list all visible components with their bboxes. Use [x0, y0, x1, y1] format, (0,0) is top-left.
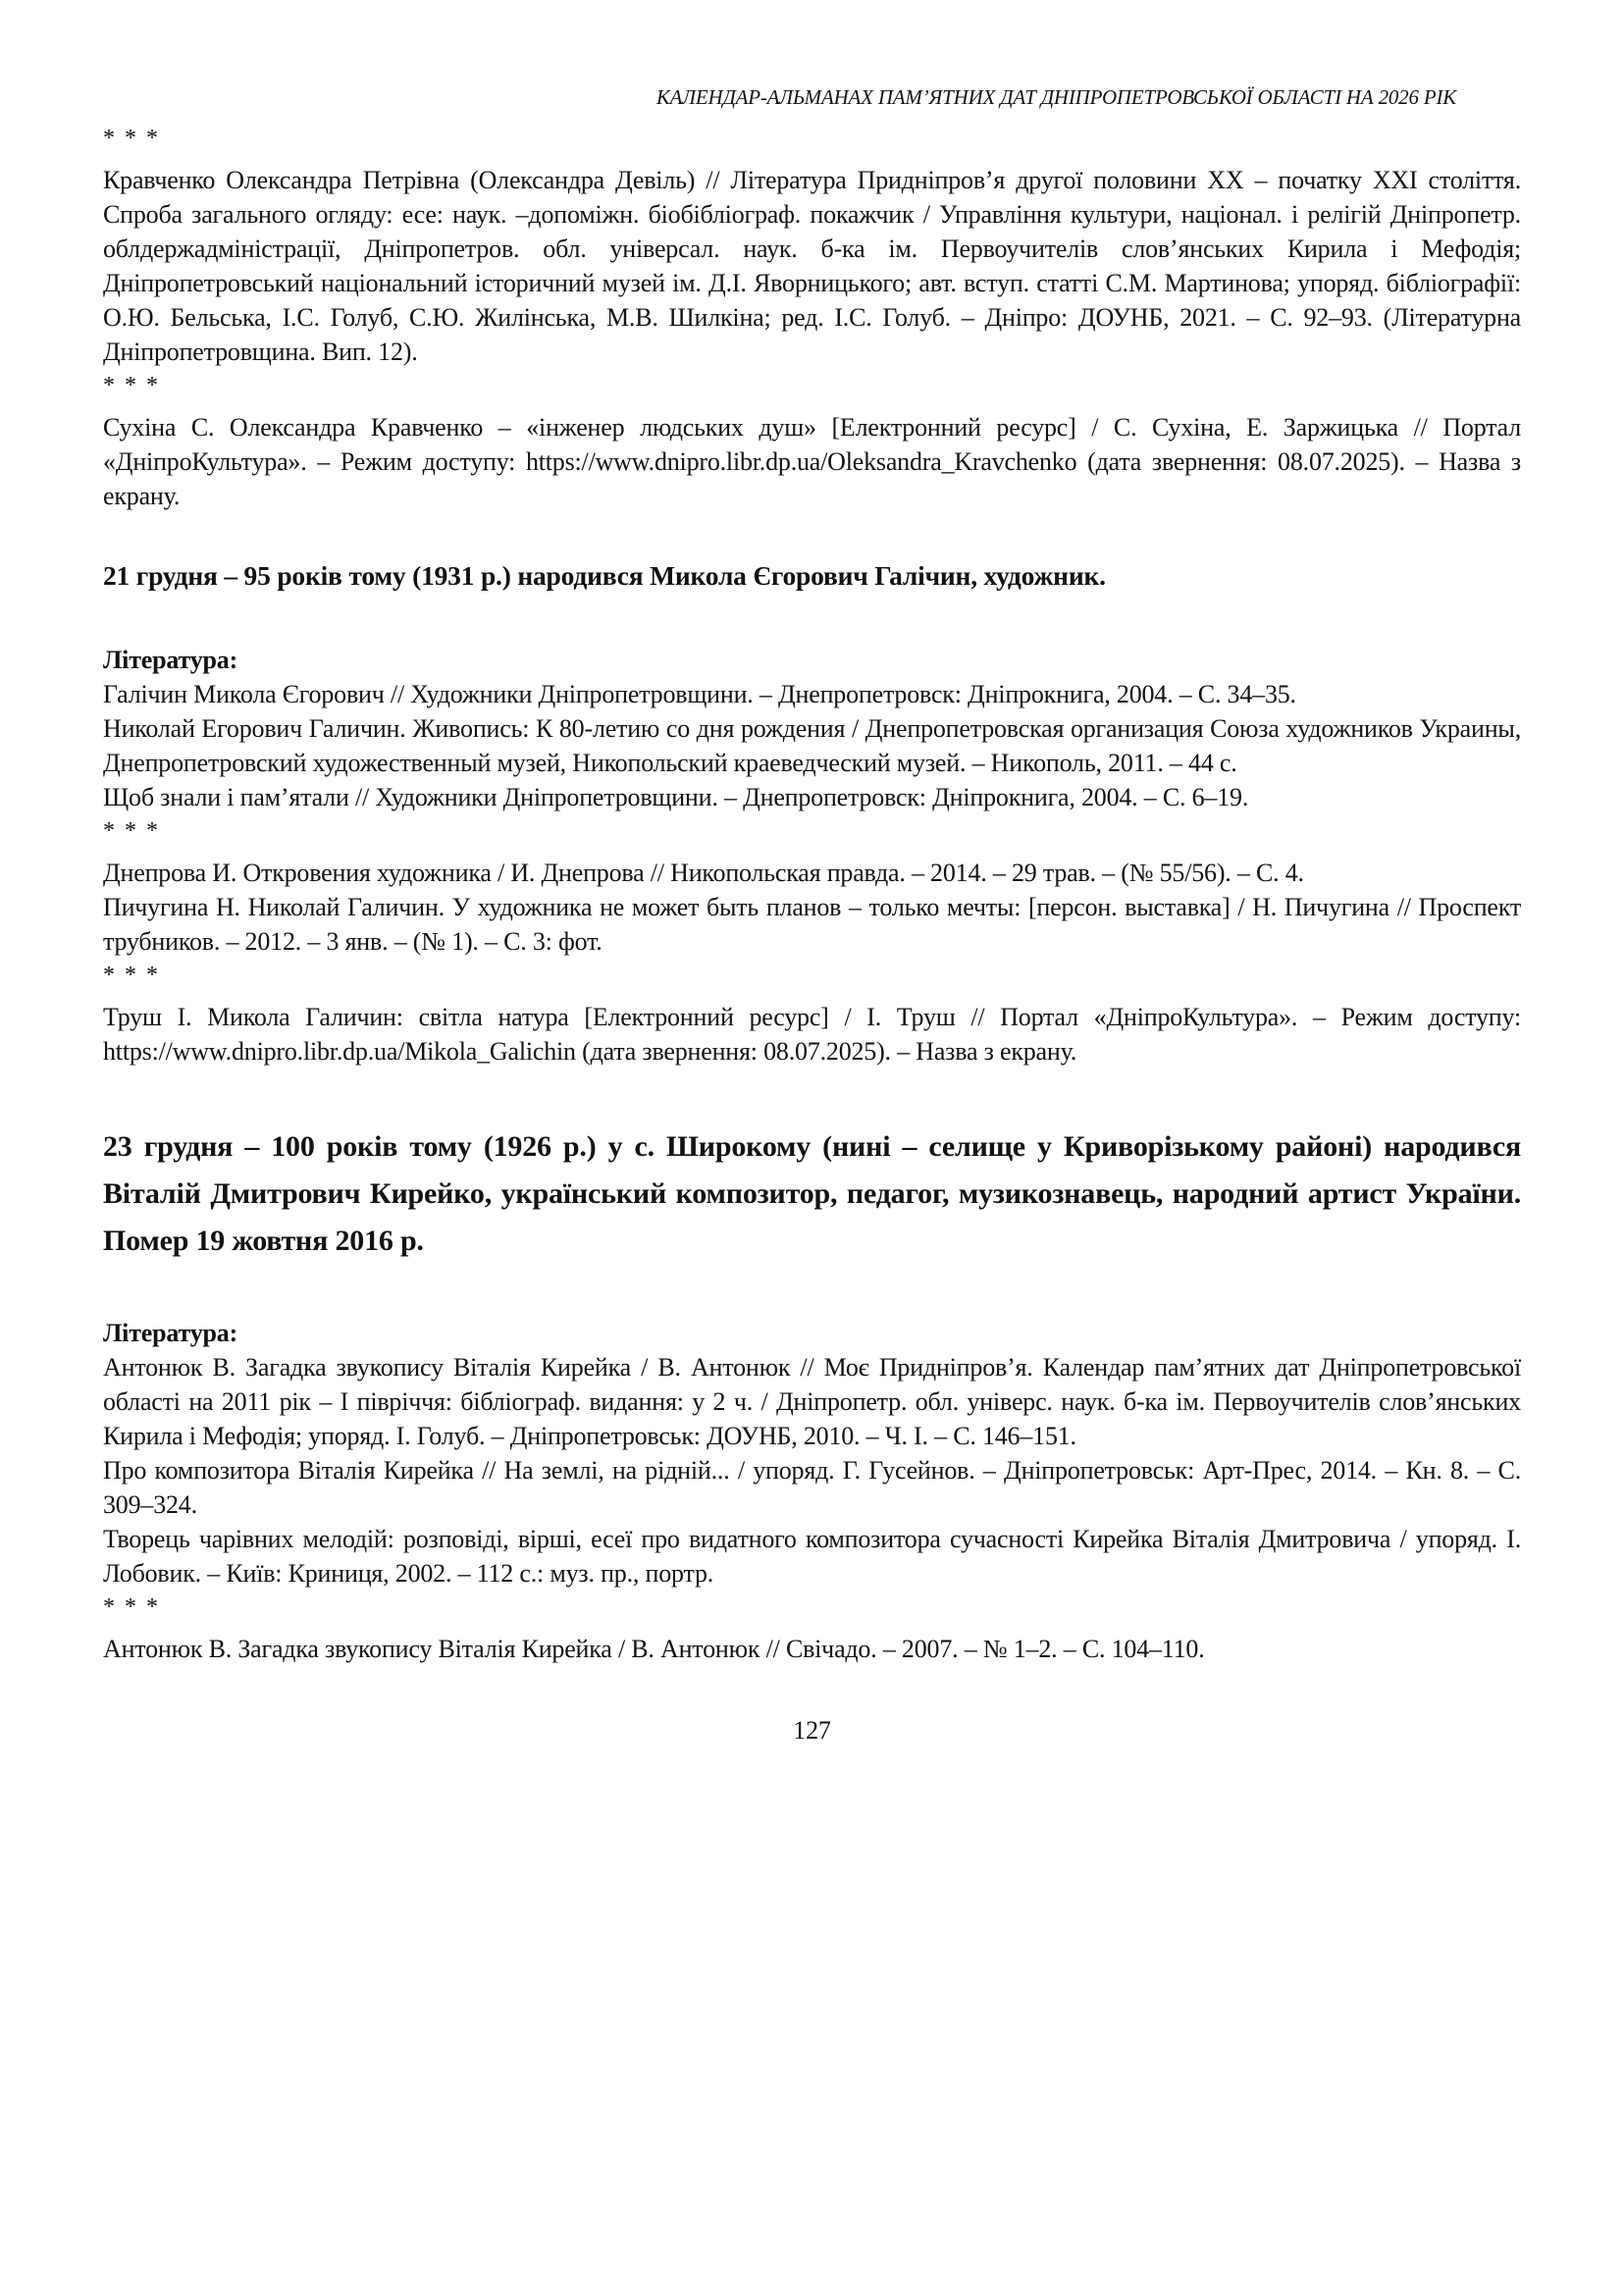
bibliography-entry: Про композитора Віталія Кирейка // На землі, на рідній... / упоряд. Г. Гусейнов. – Дніпропетровськ: Арт-Прес, 2014. – Кн. 8. – С. 309–324.	[103, 1456, 1521, 1519]
bibliography-entry: Творець чарівних мелодій: розповіді, вірші, есеї про видатного композитора сучасності Кирейка Віталія Дмитровича / упоряд. І. Лобовик. – Київ: Криниця, 2002. – 112 с.: муз. пр., портр.	[103, 1525, 1521, 1588]
event-date-heading: 23 грудня – 100 років тому (1926 р.) у с. Широкому (нині – селище у Криворізькому районі) народився Віталій Дмитрович Кирейко, український композитор, педагог, музикознавець, народний артист України. Помер 19 жовтня 2016 р.	[103, 1130, 1521, 1257]
separator-asterisks: * * *	[103, 963, 160, 988]
bibliography-entry: Пичугина Н. Николай Галичин. У художника не может быть планов – только мечты: [персон. выставка] / Н. Пичугина // Проспект трубников. – 2012. – 3 янв. – (№ 1). – С. 3: фот.	[103, 893, 1521, 956]
bibliography-entry: Антонюк В. Загадка звукопису Віталія Кирейка / В. Антонюк // Моє Придніпров’я. Календар пам’ятних дат Дніпропетровської області на 2011 рік – І півріччя: бібліограф. видання: у 2 ч. / Дніпропетр. обл. універс. наук. б-ка ім. Первоучителів слов’янських Кирила і Мефодія; упоряд. І. Голуб. – Дніпропетровськ: ДОУНБ, 2010. – Ч. І. – С. 146–151.	[103, 1353, 1521, 1450]
bibliography-entry: Труш І. Микола Галичин: світла натура [Електронний ресурс] / І. Труш // Портал «ДніпроКультура». – Режим доступу: https://www.dnipro.libr.dp.ua/Mikola_Galichin (дата звернення: 08.07.2025). – Назва з екрану.	[103, 1003, 1521, 1066]
separator-asterisks: * * *	[103, 373, 160, 398]
bibliography-entry: Щоб знали і пам’ятали // Художники Дніпропетровщини. – Днепропетровск: Дніпрокнига, 2004. – С. 6–19.	[103, 783, 1249, 811]
literature-label: Література:	[103, 1319, 238, 1347]
separator-asterisks: * * *	[103, 1594, 160, 1620]
event-date-heading: 21 грудня – 95 років тому (1931 р.) народився Микола Єгорович Галічин, художник.	[103, 560, 1106, 591]
page-number: 127	[793, 1716, 831, 1745]
bibliography-entry: Сухіна С. Олександра Кравченко – «інженер людських душ» [Електронний ресурс] / С. Сухіна, Е. Заржицька // Портал «ДніпроКультура». – Режим доступу: https://www.dnipro.libr.dp.ua/Oleksandra_Kravchenko (дата звернення: 08.07.2025). – Назва з екрану.	[103, 413, 1521, 510]
running-header: КАЛЕНДАР-АЛЬМАНАХ ПАМ’ЯТНИХ ДАТ ДНІПРОПЕТРОВСЬКОЇ ОБЛАСТІ НА 2026 РІК	[655, 85, 1456, 109]
bibliography-entry: Кравченко Олександра Петрівна (Олександра Девіль) // Література Придніпров’я другої половини ХХ – початку ХХІ століття. Спроба загального огляду: есе: наук. –допоміжн. біобібліограф. покажчик / Управління культури, націонал. і релігій Дніпропетр. облдержадміністрації, Дніпропетров. обл. універсал. наук. б-ка ім. Первоучителів слов’янських Кирила і Мефодія; Дніпропетровський національний історичний музей ім. Д.І. Яворницького; авт. вступ. статті С.М. Мартинова; упоряд. бібліографії: О.Ю. Бельська, І.С. Голуб, С.Ю. Жилінська, М.В. Шилкіна; ред. І.С. Голуб. – Дніпро: ДОУНБ, 2021. – С. 92–93. (Літературна Дніпропетровщина. Вип. 12).	[103, 166, 1521, 366]
bibliography-entry: Антонюк В. Загадка звукопису Віталія Кирейка / В. Антонюк // Свічадо. – 2007. – № 1–2. – С. 104–110.	[103, 1635, 1205, 1663]
document-body	[103, 124, 1521, 1666]
separator-asterisks: * * *	[103, 126, 160, 151]
literature-label: Література:	[103, 646, 238, 674]
bibliography-entry: Николай Егорович Галичин. Живопись: К 80-летию со дня рождения / Днепропетровская организация Союза художников Украины, Днепропетровский художественный музей, Никопольский краеведческий музей. – Никополь, 2011. – 44 с.	[103, 714, 1521, 777]
bibliography-entry: Днепрова И. Откровения художника / И. Днепрова // Никопольская правда. – 2014. – 29 трав. – (№ 55/56). – С. 4.	[103, 859, 1304, 887]
separator-asterisks: * * *	[103, 818, 160, 844]
bibliography-entry: Галічин Микола Єгорович // Художники Дніпропетровщини. – Днепропетровск: Дніпрокнига, 2004. – С. 34–35.	[103, 680, 1296, 708]
